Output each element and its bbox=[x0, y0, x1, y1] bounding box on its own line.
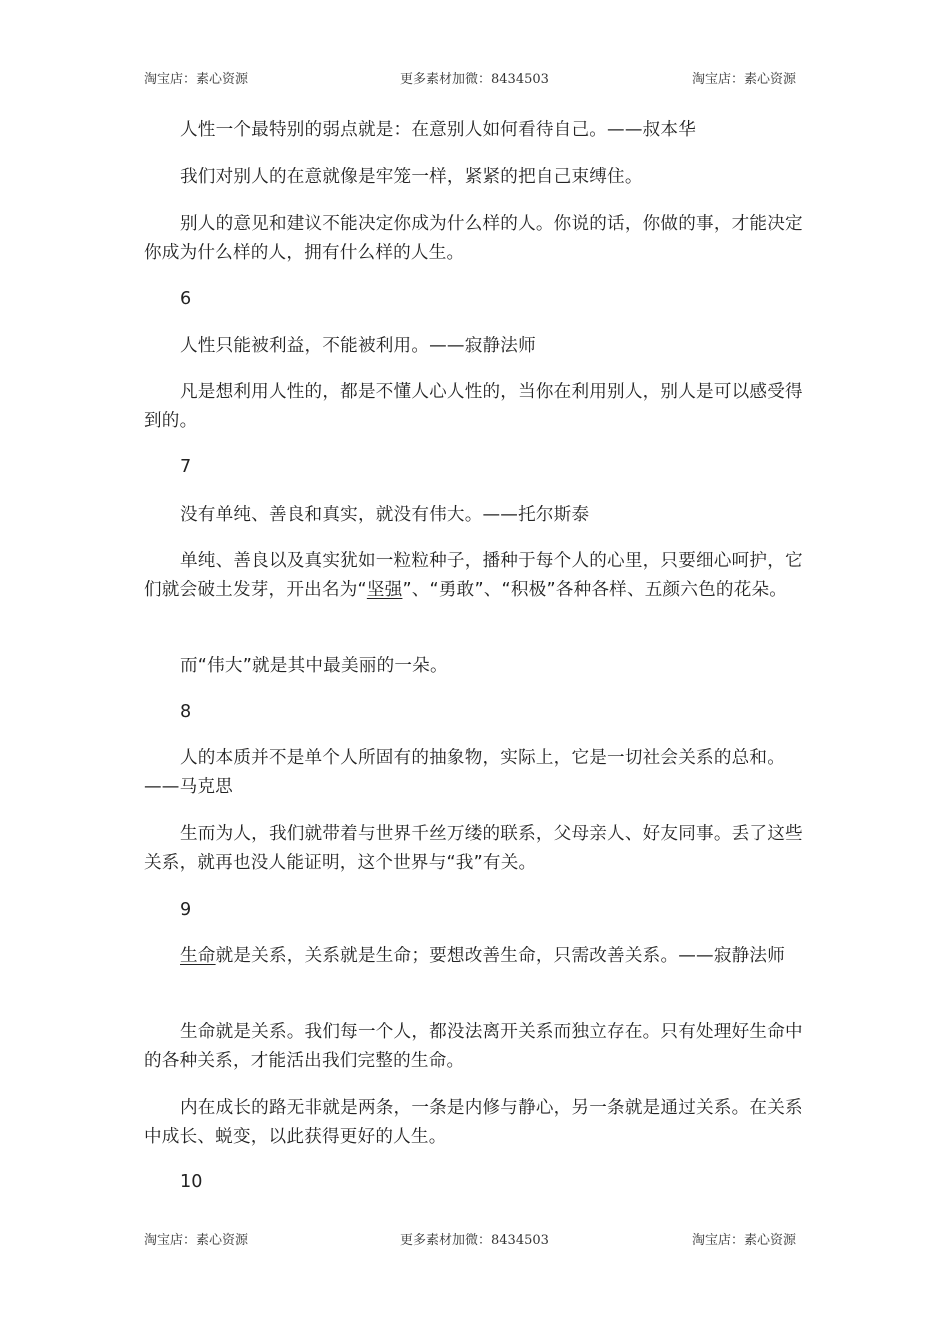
paragraph: 内在成长的路无非就是两条，一条是内修与静心，另一条就是通过关系。在关系中成长、蜕变，以此获得更好的人生。 bbox=[144, 1098, 803, 1147]
paragraph: 别人的意见和建议不能决定你成为什么样的人。你说的话，你做的事，才能决定你成为什么样的人，拥有什么样的人生。 bbox=[144, 214, 803, 263]
footer-center-text: 更多素材加微：8434503 bbox=[400, 1233, 549, 1248]
paragraph-text: ”、“勇敢”、“积极”各种各样、五颜六色的花朵。 bbox=[402, 580, 788, 600]
section-number: 7 bbox=[180, 457, 192, 477]
header-right-text: 淘宝店：素心资源 bbox=[692, 72, 797, 87]
header-center-text: 更多素材加微：8434503 bbox=[400, 72, 549, 87]
paragraph: 凡是想利用人性的，都是不懂人心人性的，当你在利用别人，别人是可以感受得到的。 bbox=[144, 382, 803, 431]
underlined-word: 生命 bbox=[180, 946, 216, 966]
footer-right-text: 淘宝店：素心资源 bbox=[692, 1233, 797, 1248]
paragraph: 而“伟大”就是其中最美丽的一朵。 bbox=[180, 656, 448, 676]
paragraph bbox=[144, 547, 806, 605]
paragraph-quote-schopenhauer: 人性一个最特别的弱点就是：在意别人如何看待自己。——叔本华 bbox=[180, 120, 697, 140]
paragraph: 生命就是关系。我们每一个人，都没法离开关系而独立存在。只有处理好生命中的各种关系，才能活出我们完整的生命。 bbox=[144, 1022, 803, 1071]
section-number: 9 bbox=[180, 900, 192, 920]
paragraph: 我们对别人的在意就像是牢笼一样，紧紧的把自己束缚住。 bbox=[180, 167, 643, 187]
paragraph-text: 就是关系，关系就是生命；要想改善生命，只需改善关系。——寂静法师 bbox=[215, 946, 785, 966]
footer-left-text: 淘宝店：素心资源 bbox=[144, 1233, 249, 1248]
paragraph-text: 单纯、善良以及真实犹如一粒粒种子，播种于每个人的心里，只要细心呵护，它们就会破土发芽，开出名为“ bbox=[144, 551, 803, 600]
paragraph-quote-jijing bbox=[144, 942, 806, 971]
underlined-word: 坚强 bbox=[366, 580, 403, 600]
paragraph-quote-tolstoy: 没有单纯、善良和真实，就没有伟大。——托尔斯泰 bbox=[180, 505, 590, 525]
page-footer bbox=[0, 1229, 950, 1251]
section-number: 8 bbox=[180, 702, 192, 722]
page-header bbox=[0, 68, 950, 90]
section-number: 6 bbox=[180, 289, 192, 309]
paragraph-quote-marx: 人的本质并不是单个人所固有的抽象物，实际上，它是一切社会关系的总和。——马克思 bbox=[144, 748, 785, 797]
paragraph-quote-jijing: 人性只能被利益，不能被利用。——寂静法师 bbox=[180, 336, 536, 356]
section-number: 10 bbox=[180, 1172, 203, 1192]
paragraph: 生而为人，我们就带着与世界千丝万缕的联系，父母亲人、好友同事。丢了这些关系，就再也没人能证明，这个世界与“我”有关。 bbox=[144, 824, 803, 873]
header-left-text: 淘宝店：素心资源 bbox=[144, 72, 249, 87]
